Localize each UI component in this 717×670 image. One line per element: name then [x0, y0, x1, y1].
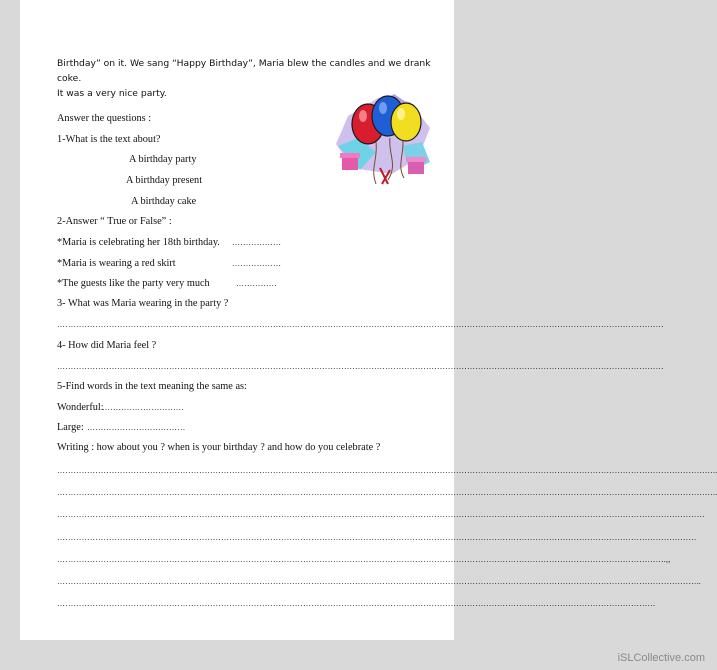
writing-line[interactable]: ………………………………………………………………………………………………………………………………………………………………………………………………… — [57, 599, 656, 608]
q2-answer-blank-2[interactable]: ……………… — [232, 259, 282, 268]
reading-line: It was a very nice party. — [57, 88, 167, 99]
question-1: 1-What is the text about? — [57, 134, 161, 145]
q5-answer-blank-1[interactable]: ………………………… — [102, 403, 184, 412]
balloons-gift-icon — [318, 88, 438, 196]
question-4: 4- How did Maria feel ? — [57, 340, 157, 351]
q3-answer-line[interactable]: …………………………………………………………………………………………………………………………………………………………………………………………………… — [57, 320, 664, 329]
q2-statement-1: *Maria is celebrating her 18th birthday. — [57, 237, 220, 248]
question-2: 2-Answer “ True or False” : — [57, 216, 172, 227]
questions-heading: Answer the questions : — [57, 113, 152, 124]
site-watermark: iSLCollective.com — [617, 652, 705, 664]
question-3: 3- What was Maria wearing in the party ? — [57, 298, 229, 309]
writing-line[interactable]: ……………………………………………………………………………………………………………………………………………………………………………………………………………… — [57, 533, 697, 542]
q4-answer-line[interactable]: …………………………………………………………………………………………………………………………………………………………………………………………………… — [57, 362, 664, 371]
writing-line[interactable]: ……………………………………………………………………………………………………………………………………………………………………………………………………………….. — [57, 577, 701, 586]
q2-statement-2: *Maria is wearing a red skirt — [57, 258, 176, 269]
q5-word-2: Large: — [57, 422, 84, 433]
writing-line[interactable]: ………………………………………………………………………………………………………………………………………………………………………………………………………………… — [57, 510, 705, 519]
writing-line[interactable]: …………………………………………………………………………………………………………………………………………………………………………………………………….,, — [57, 555, 671, 564]
worksheet-page — [20, 0, 717, 640]
q1-option-1[interactable]: A birthday party — [129, 154, 197, 165]
writing-prompt: Writing : how about you ? when is your birthday ? and how do you celebrate ? — [57, 442, 381, 453]
reading-line: Birthday” on it. We sang “Happy Birthday”, Maria blew the candles and we drank coke. — [57, 58, 431, 84]
writing-line[interactable]: …………………………………………………………………………………………………………………………………………………………………………………………………………………….. — [57, 466, 717, 475]
q5-word-1: Wonderful: — [57, 402, 104, 413]
q1-option-2[interactable]: A birthday present — [126, 175, 203, 186]
q2-statement-3: *The guests like the party very much — [57, 278, 210, 289]
q2-answer-blank-1[interactable]: ……………… — [232, 238, 282, 247]
q1-option-3[interactable]: A birthday cake — [131, 196, 197, 207]
q5-answer-blank-2[interactable]: ……………………………… — [87, 423, 186, 432]
question-5: 5-Find words in the text meaning the same as: — [57, 381, 247, 392]
writing-line[interactable]: …………………………………………………………………………………………………………………………………………………………………………………………………………………….. — [57, 488, 717, 497]
q2-answer-blank-3[interactable]: …………… — [236, 279, 277, 288]
